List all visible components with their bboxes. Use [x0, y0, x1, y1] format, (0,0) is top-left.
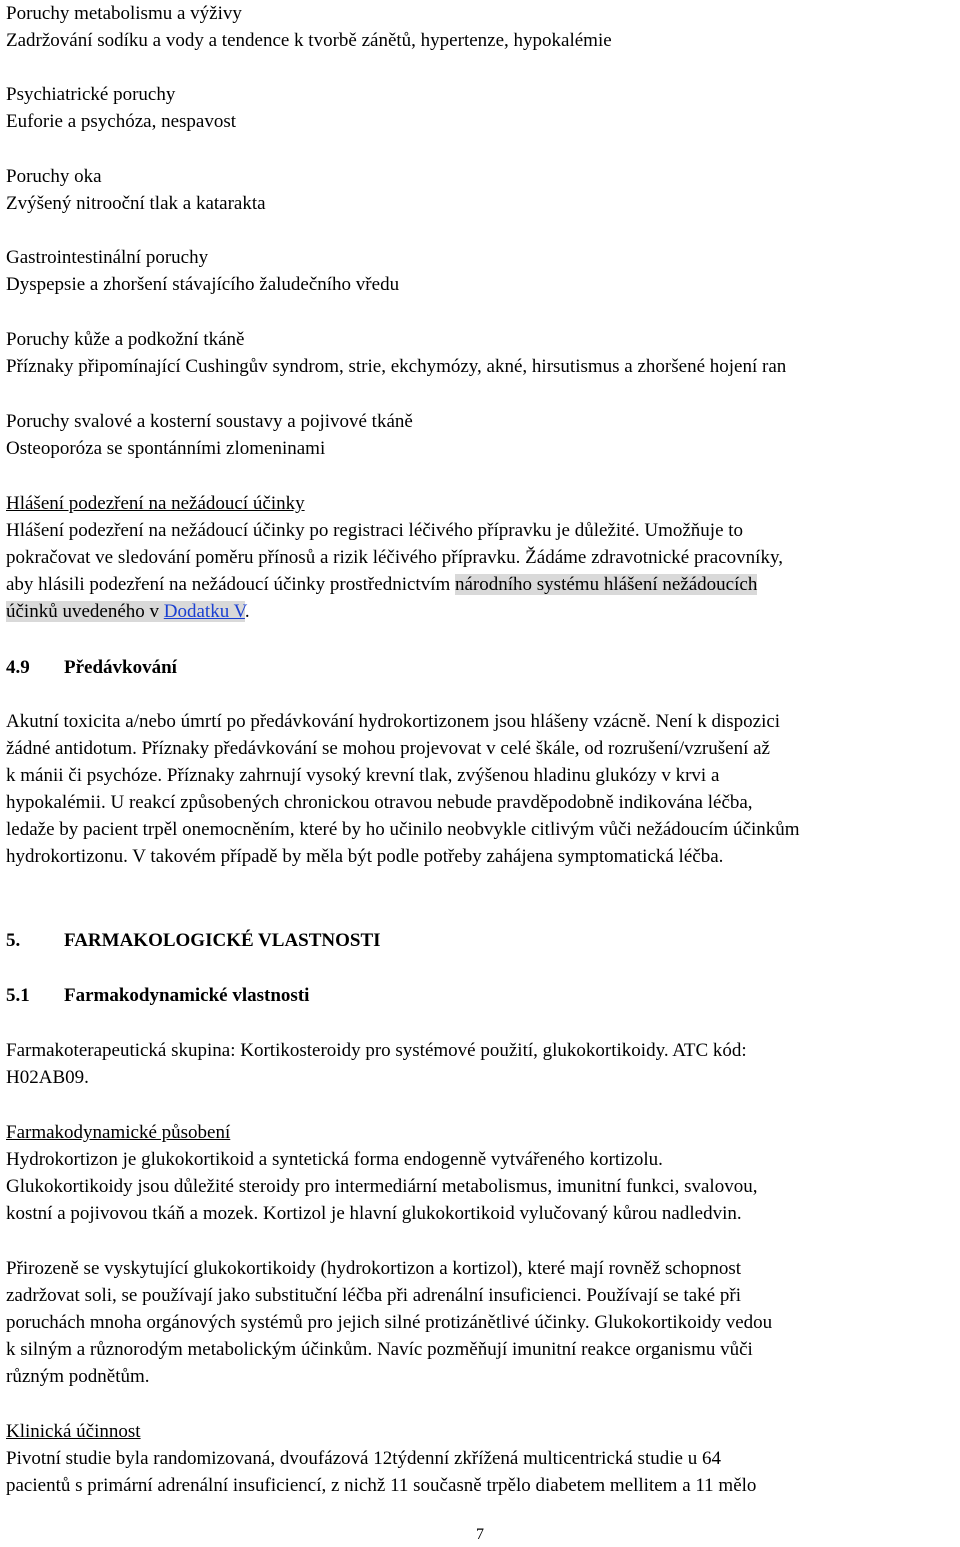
- paragraph-line: ledaže by pacient trpěl onemocněním, které by ho učinilo neobvykle citlivým vůči nežádoucím účinkům: [6, 819, 800, 840]
- section-title: Psychiatrické poruchy: [6, 84, 176, 105]
- heading-number: 5.1: [6, 985, 30, 1006]
- heading-title: Předávkování: [64, 657, 177, 678]
- therapeutic-group-paragraph: [6, 1037, 956, 1091]
- overdose-paragraph: [6, 708, 956, 870]
- heading-title: Farmakodynamické vlastnosti: [64, 985, 310, 1006]
- page-number: 7: [476, 1526, 484, 1543]
- section-text: Zadržování sodíku a vody a tendence k tvorbě zánětů, hypertenze, hypokalémie: [6, 30, 612, 51]
- paragraph-line: kostní a pojivovou tkáň a mozek. Kortizol je hlavní glukokortikoid vylučovaný kůrou nadledvin.: [6, 1203, 742, 1224]
- section-eye: [6, 163, 956, 217]
- pharmacodynamics-heading: [6, 982, 309, 1009]
- section-title: Poruchy svalové a kosterní soustavy a pojivové tkáně: [6, 411, 413, 432]
- paragraph-line: hydrokortizonu. V takovém případě by měla být podle potřeby zahájena symptomatická léčba.: [6, 846, 724, 867]
- paragraph-line: Pivotní studie byla randomizovaná, dvoufázová 12týdenní zkřížená multicentrická studie u 64: [6, 1448, 721, 1469]
- section-text: Zvýšený nitrooční tlak a katarakta: [6, 193, 266, 214]
- paragraph-line: různým podnětům.: [6, 1366, 150, 1387]
- section-text: Příznaky připomínající Cushingův syndrom, strie, ekchymózy, akné, hirsutismus a zhoršené hojení ran: [6, 356, 787, 377]
- paragraph-line: Akutní toxicita a/nebo úmrtí po předávkování hydrokortizonem jsou hlášeny vzácně. Není k dispozici: [6, 711, 781, 732]
- reporting-line: [6, 571, 956, 598]
- paragraph-line: zadržovat soli, se používají jako substituční léčba při adrenální insuficienci. Používají se také při: [6, 1285, 741, 1306]
- reporting-heading: Hlášení podezření na nežádoucí účinky: [6, 493, 305, 514]
- reporting-line: Hlášení podezření na nežádoucí účinky po registraci léčivého přípravku je důležité. Umožňuje to: [6, 520, 744, 541]
- paragraph-line: Přirozeně se vyskytující glukokortikoidy (hydrokortizon a kortizol), které mají rovněž schopnost: [6, 1258, 742, 1279]
- action-heading: Farmakodynamické působení: [6, 1122, 231, 1143]
- section-skin: [6, 326, 956, 380]
- paragraph-line: H02AB09.: [6, 1067, 89, 1088]
- action-section: [6, 1119, 956, 1227]
- section-gastro: [6, 244, 956, 298]
- section-title: Poruchy metabolismu a výživy: [6, 3, 242, 24]
- section-title: Poruchy kůže a podkožní tkáně: [6, 329, 245, 350]
- paragraph-line: k mánii či psychóze. Příznaky zahrnují vysoký krevní tlak, zvýšenou hladinu glukózy v krvi a: [6, 765, 720, 786]
- efficacy-section: [6, 1418, 956, 1499]
- paragraph-line: k silným a různorodým metabolickým účinkům. Navíc pozměňují imunitní reakce organismu vůči: [6, 1339, 753, 1360]
- section-title: Poruchy oka: [6, 166, 102, 187]
- highlighted-text: národního systému hlášení nežádoucích: [455, 574, 758, 595]
- reporting-section: [6, 490, 956, 625]
- paragraph-line: žádné antidotum. Příznaky předávkování se mohou projevovat v celé škále, od rozrušení/vzrušení až: [6, 738, 770, 759]
- heading-number: 4.9: [6, 657, 30, 678]
- section-title: Gastrointestinální poruchy: [6, 247, 209, 268]
- reporting-line: [6, 598, 956, 625]
- paragraph-line: Hydrokortizon je glukokortikoid a syntetická forma endogenně vytvářeného kortizolu.: [6, 1149, 663, 1170]
- section-psychiatric: [6, 81, 956, 135]
- efficacy-heading: Klinická účinnost: [6, 1421, 141, 1442]
- paragraph-line: Glukokortikoidy jsou důležité steroidy pro intermediární metabolismus, imunitní funkci, svalovou,: [6, 1176, 758, 1197]
- heading-title: FARMAKOLOGICKÉ VLASTNOSTI: [64, 930, 381, 951]
- paragraph-line: Farmakoterapeutická skupina: Kortikosteroidy pro systémové použití, glukokortikoidy. ATC kód:: [6, 1040, 747, 1061]
- reporting-line: pokračovat ve sledování poměru přínosů a rizik léčivého přípravku. Žádáme zdravotnické pracovníky,: [6, 547, 783, 568]
- section-text: Euforie a psychóza, nespavost: [6, 111, 237, 132]
- paragraph-line: hypokalémii. U reakcí způsobených chronickou otravou nebude pravděpodobně indikována léčba,: [6, 792, 753, 813]
- section-metabolism: [6, 0, 956, 54]
- reporting-text: aby hlásili podezření na nežádoucí účinky prostřednictvím: [6, 574, 455, 595]
- overdose-heading: [6, 654, 177, 681]
- natural-glucocorticoids-paragraph: [6, 1255, 956, 1390]
- reporting-text: .: [244, 601, 250, 622]
- heading-number: 5.: [6, 930, 21, 951]
- highlighted-text: účinků uvedeného v: [6, 601, 164, 622]
- section-musculoskeletal: [6, 408, 956, 462]
- appendix-link[interactable]: Dodatku V: [163, 601, 245, 622]
- paragraph-line: poruchách mnoha orgánových systémů pro jejich silné protizánětlivé účinky. Glukokortikoidy vedou: [6, 1312, 773, 1333]
- paragraph-line: pacientů s primární adrenální insuficiencí, z nichž 11 současně trpělo diabetem mellitem a 11 mělo: [6, 1475, 757, 1496]
- pharmacology-heading: [6, 927, 381, 954]
- section-text: Osteoporóza se spontánními zlomeninami: [6, 438, 326, 459]
- section-text: Dyspepsie a zhoršení stávajícího žaludečního vředu: [6, 274, 400, 295]
